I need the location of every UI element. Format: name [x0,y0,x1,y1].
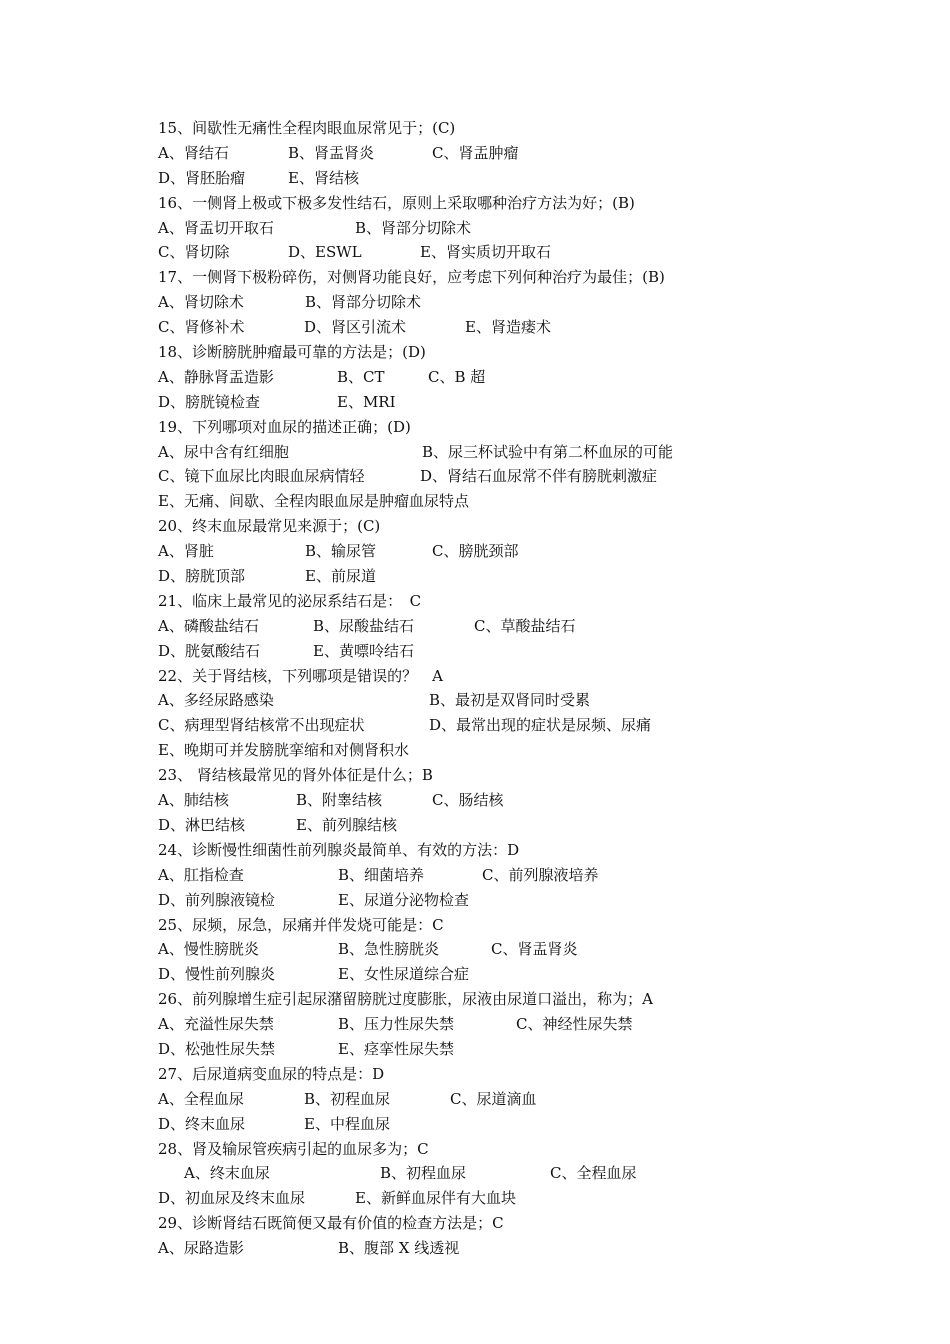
answer-option: A、肾切除术 [158,293,244,312]
answer-option: C、肾修补术 [158,318,245,337]
question-stem: 27、后尿道病变血尿的特点是：D [158,1064,385,1083]
option-row [158,713,858,738]
answer-option: A、全程血尿 [158,1089,244,1108]
answer-option: C、草酸盐结石 [474,616,576,635]
question-stem: 29、诊断肾结石既简便又最有价值的检查方法是；C [158,1214,504,1233]
answer-option: E、黄嘌呤结石 [313,641,414,660]
answer-option: E、中程血尿 [304,1114,390,1133]
answer-option: A、肛指检查 [158,865,244,884]
option-row [158,1037,858,1062]
answer-option: D、淋巴结核 [158,815,246,834]
answer-option: E、新鲜血尿伴有大血块 [355,1189,516,1208]
option-row [158,937,858,962]
answer-option: C、B 超 [428,367,486,386]
option-row [158,1186,858,1211]
option-row [158,788,858,813]
answer-option: B、肾盂肾炎 [288,143,375,162]
answer-option: B、急性膀胱炎 [338,940,440,959]
answer-option: E、前列腺结核 [296,815,397,834]
option-row [158,141,858,166]
answer-option: D、前列腺液镜检 [158,890,276,909]
answer-option: A、肾盂切开取石 [158,218,274,237]
answer-option: B、压力性尿失禁 [338,1015,455,1034]
answer-option: D、松弛性尿失禁 [158,1039,276,1058]
answer-option: D、初血尿及终末血尿 [158,1189,306,1208]
option-row [158,539,858,564]
answer-option: B、肾部分切除术 [305,293,422,312]
option-row [158,962,858,987]
answer-option: D、慢性前列腺炎 [158,965,276,984]
answer-option: B、尿酸盐结石 [313,616,415,635]
option-row [158,365,858,390]
option-row [158,888,858,913]
question-stem: 18、诊断膀胱肿瘤最可靠的方法是；(D) [158,343,426,362]
question-stem: 19、下列哪项对血尿的描述正确；(D) [158,417,411,436]
option-row [158,464,858,489]
answer-option: A、肾脏 [158,542,214,561]
answer-option: C、全程血尿 [550,1164,637,1183]
option-row [158,440,858,465]
question-stem: 26、前列腺增生症引起尿潴留膀胱过度膨胀，尿液由尿道口溢出，称为；A [158,990,653,1009]
answer-option: A、尿中含有红细胞 [158,442,289,461]
answer-option: A、磷酸盐结石 [158,616,259,635]
answer-option: C、肾盂肿瘤 [432,143,519,162]
option-row [158,489,858,514]
answer-option: E、尿道分泌物检查 [338,890,469,909]
option-row [158,688,858,713]
option-row [158,813,858,838]
question-stem: 21、临床上最常见的泌尿系结石是： C [158,591,422,610]
answer-option: B、细菌培养 [338,865,425,884]
answer-option: D、ESWL [288,243,362,262]
option-row [158,216,858,241]
answer-option: D、胱氨酸结石 [158,641,261,660]
answer-option: B、尿三杯试验中有第二杯血尿的可能 [422,442,674,461]
option-row [158,166,858,191]
option-row [158,1161,858,1186]
answer-option: C、尿道滴血 [450,1089,537,1108]
answer-option: E、肾造瘘术 [465,318,551,337]
answer-option: D、终末血尿 [158,1114,246,1133]
answer-option: E、前尿道 [305,567,376,586]
answer-option: C、前列腺液培养 [482,865,599,884]
answer-option: B、肾部分切除术 [355,218,472,237]
answer-option: B、初程血尿 [380,1164,467,1183]
answer-option: A、静脉肾盂造影 [158,367,274,386]
answer-option: A、终末血尿 [184,1164,270,1183]
answer-option: A、肾结石 [158,143,229,162]
option-row [158,863,858,888]
option-row [158,639,858,664]
option-row [158,1012,858,1037]
option-row [158,614,858,639]
question-stem: 25、尿频，尿急，尿痛并伴发烧可能是：C [158,915,444,934]
option-row [158,240,858,265]
answer-option: E、肾实质切开取石 [420,243,551,262]
answer-option: A、充溢性尿失禁 [158,1015,274,1034]
answer-option: B、初程血尿 [304,1089,391,1108]
question-stem: 24、诊断慢性细菌性前列腺炎最简单、有效的方法：D [158,840,520,859]
answer-option: E、女性尿道综合症 [338,965,469,984]
answer-option: B、最初是双肾同时受累 [429,691,591,710]
answer-option: A、多经尿路感染 [158,691,274,710]
answer-option: E、痉挛性尿失禁 [338,1039,454,1058]
answer-option: A、尿路造影 [158,1239,244,1258]
answer-option: B、CT [337,367,385,386]
question-stem: 22、关于肾结核，下列哪项是错误的？ A [158,666,443,685]
answer-option: B、输尿管 [305,542,377,561]
question-stem: 23、 肾结核最常见的肾外体征是什么；B [158,766,433,785]
option-row [158,564,858,589]
answer-option: D、肾结石血尿常不伴有膀胱刺激症 [420,467,658,486]
answer-option: A、慢性膀胱炎 [158,940,259,959]
answer-option: D、肾区引流术 [304,318,407,337]
answer-option: B、附睾结核 [296,791,383,810]
answer-option: C、膀胱颈部 [432,542,519,561]
answer-option: B、腹部 X 线透视 [338,1239,460,1258]
option-row [158,290,858,315]
answer-option: E、肾结核 [288,168,359,187]
option-row [158,1087,858,1112]
option-row [158,738,858,763]
question-stem: 15、间歇性无痛性全程肉眼血尿常见于；(C) [158,119,456,137]
question-stem: 28、肾及输尿管疾病引起的血尿多为；C [158,1139,429,1158]
option-row [158,1236,858,1261]
answer-option: E、MRI [337,392,396,411]
question-list [158,116,858,1261]
option-row [158,1112,858,1137]
option-row [158,390,858,415]
question-stem: 16、一侧肾上极或下极多发性结石，原则上采取哪种治疗方法为好；(B) [158,193,635,212]
answer-option: D、膀胱顶部 [158,567,246,586]
answer-option: C、肾盂肾炎 [491,940,578,959]
answer-option: C、神经性尿失禁 [516,1015,633,1034]
answer-option: D、肾胚胎瘤 [158,168,246,187]
answer-option: C、肠结核 [432,791,504,810]
answer-option: C、肾切除 [158,243,230,262]
answer-option: D、膀胱镜检查 [158,392,261,411]
answer-option: C、镜下血尿比肉眼血尿病情轻 [158,467,365,486]
answer-option: E、晚期可并发膀胱挛缩和对侧肾积水 [158,741,409,760]
answer-option: E、无痛、间歇、全程肉眼血尿是肿瘤血尿特点 [158,492,469,511]
answer-option: D、最常出现的症状是尿频、尿痛 [429,716,652,735]
answer-option: C、病理型肾结核常不出现症状 [158,716,365,735]
question-stem: 20、终末血尿最常见来源于；(C) [158,517,381,536]
question-stem: 17、一侧肾下极粉碎伤，对侧肾功能良好，应考虑下列何种治疗为最佳；(B) [158,268,665,287]
option-row [158,315,858,340]
answer-option: A、肺结核 [158,791,229,810]
